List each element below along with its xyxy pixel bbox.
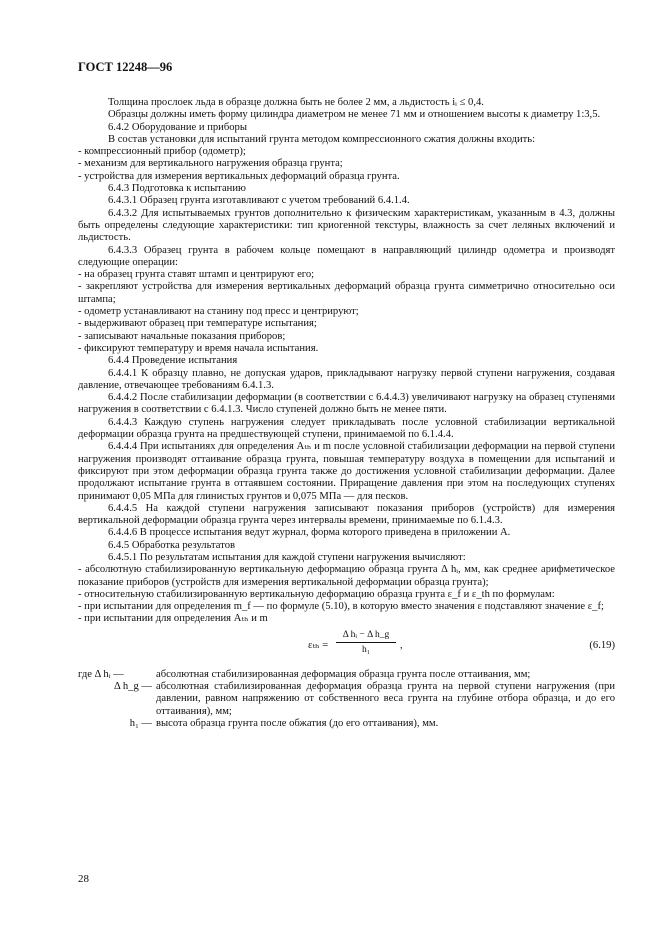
page-number: 28	[78, 873, 89, 885]
paragraph: - записывают начальные показания приборов;	[78, 330, 286, 342]
paragraph: - фиксируют температуру и время начала испытания.	[78, 342, 319, 354]
definition-row	[78, 681, 615, 718]
definitions-list	[78, 669, 615, 730]
formula-comma: ,	[400, 639, 403, 651]
definition-symbol: Δ h_g —	[113, 681, 152, 693]
paragraph: 6.4.4 Проведение испытания	[108, 355, 238, 367]
formula-lhs: εₜₕ =	[308, 639, 329, 651]
paragraph: - на образец грунта ставят штамп и центрируют его;	[78, 269, 315, 281]
formula-numerator: Δ hᵢ − Δ h_g	[336, 629, 396, 643]
definition-text: абсолютная стабилизированная деформация образца грунта после оттаивания, мм;	[156, 668, 531, 680]
formula-denominator: h₁	[361, 645, 371, 656]
document-body	[78, 97, 615, 730]
paragraph: 6.4.5.1 По результатам испытания для каждой ступени нагружения вычисляют:	[108, 551, 466, 563]
paragraph: - абсолютную стабилизированную вертикальную деформацию образца грунта Δ hᵢ, мм, как среднее арифметическое показание приборов (устройств для измерения вертикальной деформации образца грунта);	[78, 564, 615, 588]
paragraph: 6.4.3.1 Образец грунта изготавливают с учетом требований 6.4.1.4.	[108, 195, 410, 207]
paragraph: Образцы должны иметь форму цилиндра диаметром не менее 71 мм и отношением высоты к диаметру 1:3,5.	[108, 109, 601, 121]
paragraph: 6.4.5 Обработка результатов	[108, 539, 235, 551]
paragraph: - выдерживают образец при температуре испытания;	[78, 318, 317, 330]
paragraph: - закрепляют устройства для измерения вертикальных деформаций образца грунта симметрично относительно оси штампа;	[78, 281, 615, 305]
formula-fraction	[336, 629, 396, 657]
definition-symbol: h₁ —	[129, 717, 152, 729]
paragraph: - относительную стабилизированную вертикальную деформацию образца грунта ε_f и ε_th по формулам:	[78, 588, 555, 600]
paragraph: 6.4.2 Оборудование и приборы	[108, 121, 247, 133]
paragraph: - при испытании для определения m_f — по формуле (5.10), в которую вместо значения ε подставляют значение ε_f;	[78, 601, 604, 613]
paragraph: Толщина прослоек льда в образце должна быть не более 2 мм, а льдистость iᵢ ≤ 0,4.	[108, 97, 484, 108]
paragraph: В состав установки для испытаний грунта методом компрессионного сжатия должны входить:	[108, 133, 536, 145]
paragraph: 6.4.4.4 При испытаниях для определения Aₜₕ и m после условной стабилизации деформации на первой ступени нагружения производят оттаивание образца грунта, повышая температуру воздуха в помещении для испытаний и фиксируют при этом деформации образца грунта также до достижения условной стабилизации деформации. Далее продолжают испытание грунта в оттаявшем состоянии. Приращение давления при этом на последующих ступенях принимают 0,05 МПа для глинистых грунтов и 0,075 МПа — для песков.	[78, 441, 615, 502]
paragraph: 6.4.4.2 После стабилизации деформации (в соответствии с 6.4.4.3) увеличивают нагрузку на образец ступенями нагружения в соответствии с 6.4.1.3. Число ступеней должно быть не менее пяти.	[78, 392, 615, 416]
formula-number: (6.19)	[589, 639, 615, 651]
paragraph: 6.4.3 Подготовка к испытанию	[108, 183, 246, 195]
paragraph: 6.4.4.6 В процессе испытания ведут журнал, форма которого приведена в приложении А.	[108, 527, 511, 539]
definition-row	[78, 669, 615, 681]
paragraph: 6.4.3.2 Для испытываемых грунтов дополнительно к физическим характеристикам, указанным в 4.3, должны быть определены следующие характеристики: тип криогенной текстуры, влажность за счет леляных включений и льдистость.	[78, 207, 615, 244]
definition-text: высота образца грунта после обжатия (до его оттаивания), мм.	[156, 717, 439, 729]
document-header: ГОСТ 12248—96	[78, 60, 173, 74]
paragraph: - механизм для вертикального нагружения образца грунта;	[78, 158, 343, 170]
paragraph: 6.4.4.3 Каждую ступень нагружения следует прикладывать после условной стабилизации вертикальной деформации образца грунта на предшествующей ступени, принимаемой по 6.1.4.4.	[78, 416, 615, 441]
paragraph: - одометр устанавливают на станину под пресс и центрируют;	[78, 306, 359, 318]
definition-text: абсолютная стабилизированная деформация образца грунта на первой ступени нагружения (при давлении, равном напряжению от собственного веса грунта на глубине отбора образца, и до его оттаивания), мм;	[156, 681, 615, 717]
paragraph: 6.4.4.1 К образцу плавно, не допуская ударов, прикладывают нагрузку первой ступени нагружения, создавая давление, отвечающее требованиям 6.4.1.3.	[78, 367, 615, 391]
paragraph: 6.4.4.5 На каждой ступени нагружения записывают показания приборов (устройств) для измерения вертикальной деформации образца грунта через интервалы времени, принимаемые по 6.1.4.3.	[78, 502, 615, 527]
paragraph-list	[78, 97, 615, 626]
paragraph: - компрессионный прибор (одометр);	[78, 146, 246, 158]
paragraph: 6.4.3.3 Образец грунта в рабочем кольце помещают в направляющий цилиндр одометра и производят следующие операции:	[78, 244, 615, 268]
paragraph: - устройства для измерения вертикальных деформаций образца грунта.	[78, 170, 400, 182]
paragraph: - при испытании для определения Aₜₕ и m	[78, 613, 268, 625]
definition-row	[78, 718, 615, 730]
definition-symbol: где Δ hᵢ —	[78, 668, 124, 680]
formula-6-19	[78, 628, 615, 666]
